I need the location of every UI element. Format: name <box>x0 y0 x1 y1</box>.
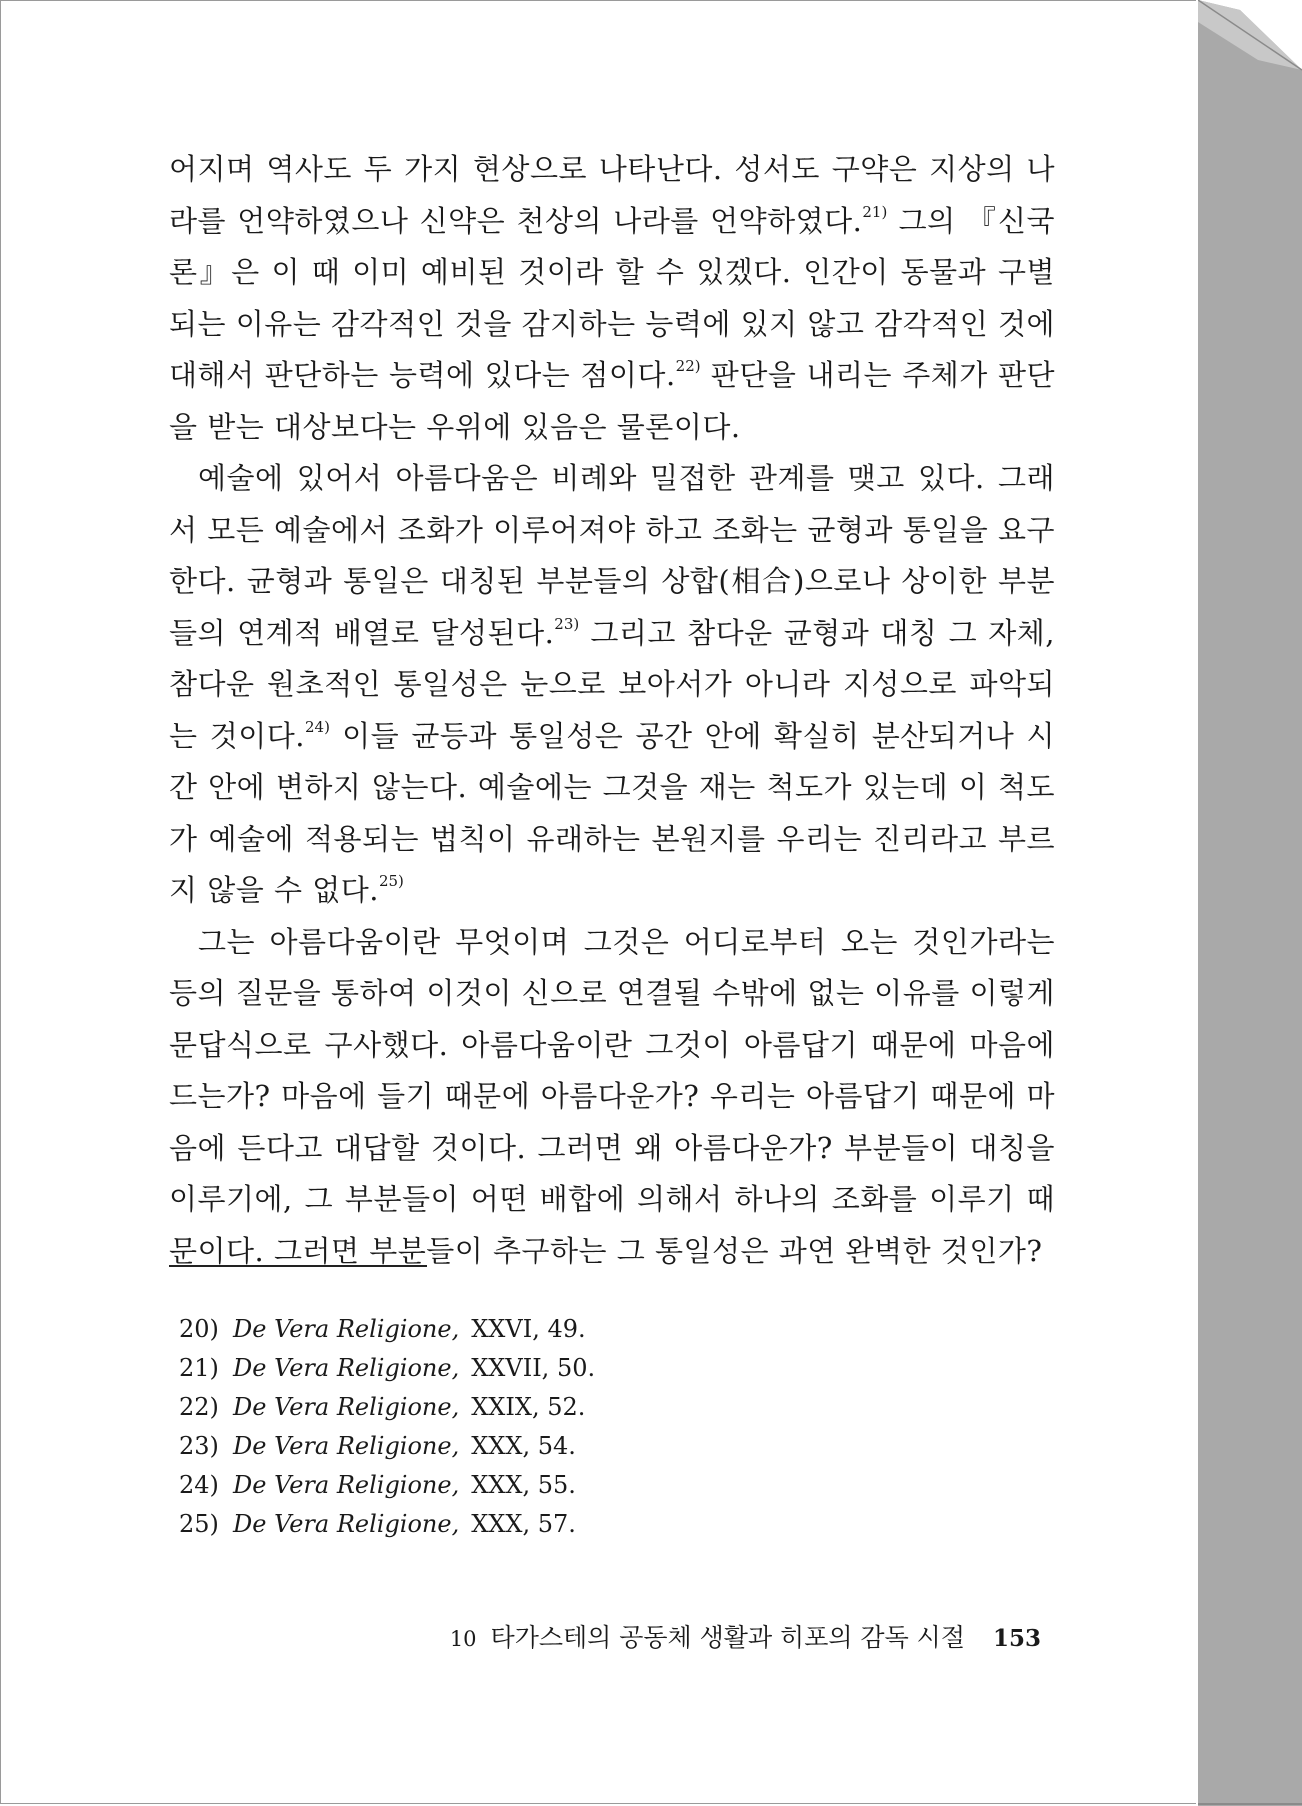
chapter-number: 10 <box>449 1627 477 1651</box>
paragraph <box>169 917 1055 1278</box>
footnote-number: 20) <box>179 1315 219 1343</box>
paragraph-text: 예술에 있어서 아름다움은 비례와 밀접한 관계를 맺고 있다. 그래서 모든 예술에서 조화가 이루어져야 하고 조화는 균형과 통일을 요구한다. 균형과 통일은 대칭된 부분들의 상합(相合)으로나 상이한 부분들의 연계적 배열로 달성된다. <box>169 461 1055 650</box>
footnote <box>179 1349 879 1388</box>
paragraph-text: 그는 아름다움이란 무엇이며 그것은 어디로부터 오는 것인가라는 등의 질문을 통하여 이것이 신으로 연결될 수밖에 없는 이유를 이렇게 문답식으로 구사했다. 아름다움이란 그것이 아름답기 때문에 마음에 드는가? 마음에 들기 때문에 아름다운가? 우리는 아름답기 때문에 마음에 든다고 대답할 것이다. 그러면 왜 아름다운가? 부분들이 대칭을 이루기에, 그 부분들이 어떤 배합에 의해서 하나의 조화를 이루기 때문이다. 그러면 부분들이 추구하는 그 통일성은 과연 완벽한 것인가? <box>169 924 1055 1268</box>
footnote-reference: XXVII, 50. <box>471 1354 596 1382</box>
footnote-separator <box>169 1265 427 1267</box>
footnote-reference: XXIX, 52. <box>471 1393 586 1421</box>
footnote-reference: XXX, 57. <box>471 1510 576 1538</box>
footnote-title: De Vera Religione, <box>233 1432 460 1460</box>
paragraph <box>169 144 1055 453</box>
paragraph-text: 그의 『신국론』은 이 때 이미 예비된 것이라 할 수 있겠다. 인간이 동물과 구별되는 이유는 감각적인 것을 감지하는 능력에 있지 않고 감각적인 것에 대해서 판단하는 능력에 있다는 점이다. <box>169 203 1055 392</box>
footnote-reference: XXX, 54. <box>471 1432 576 1460</box>
footnote <box>179 1466 879 1505</box>
footnote <box>179 1505 879 1544</box>
paragraph-text: 그리고 참다운 균형과 대칭 그 자체, 참다운 원초적인 통일성은 눈으로 보아서가 아니라 지성으로 파악되는 것이다. <box>169 615 1055 753</box>
footnote-title: De Vera Religione, <box>233 1315 460 1343</box>
page-number: 153 <box>992 1625 1041 1652</box>
book-edge <box>1198 0 1302 1806</box>
footnote-title: De Vera Religione, <box>233 1393 460 1421</box>
chapter-title: 타가스테의 공동체 생활과 히포의 감독 시절 <box>490 1623 965 1652</box>
footnote-reference: XXVI, 49. <box>471 1315 586 1343</box>
running-footer <box>441 1618 1041 1654</box>
footnote-ref: 22) <box>675 357 701 375</box>
footnote <box>179 1427 879 1466</box>
footnote-number: 25) <box>179 1510 219 1538</box>
footnote-ref: 21) <box>862 202 888 221</box>
footnote-number: 21) <box>179 1354 219 1382</box>
body-text <box>169 144 1055 1277</box>
footnote-title: De Vera Religione, <box>233 1471 460 1499</box>
footnote <box>179 1310 879 1349</box>
footnote-title: De Vera Religione, <box>233 1354 460 1382</box>
paragraph-text: 어지며 역사도 두 가지 현상으로 나타난다. 성서도 구약은 지상의 나라를 언약하였으나 신약은 천상의 나라를 언약하였다. <box>169 152 1055 238</box>
footnote-ref: 25) <box>378 872 404 890</box>
footnotes <box>179 1310 879 1544</box>
footnote-number: 24) <box>179 1471 219 1499</box>
paragraph-text: 이들 균등과 통일성은 공간 안에 확실히 분산되거나 시간 안에 변하지 않는다. 예술에는 그것을 재는 척도가 있는데 이 척도가 예술에 적용되는 법칙이 유래하는 본원지를 우리는 진리라고 부르지 않을 수 없다. <box>169 718 1055 907</box>
footnote-title: De Vera Religione, <box>233 1510 460 1538</box>
footnote-number: 23) <box>179 1432 219 1460</box>
footnote-number: 22) <box>179 1393 219 1421</box>
paragraph-text: 판단을 내리는 주체가 판단을 받는 대상보다는 우위에 있음은 물론이다. <box>169 358 1055 444</box>
footnote-ref: 24) <box>305 717 330 736</box>
footnote-ref: 23) <box>554 614 580 633</box>
footnote <box>179 1388 879 1427</box>
footnote-reference: XXX, 55. <box>471 1471 576 1499</box>
paragraph <box>169 453 1055 917</box>
